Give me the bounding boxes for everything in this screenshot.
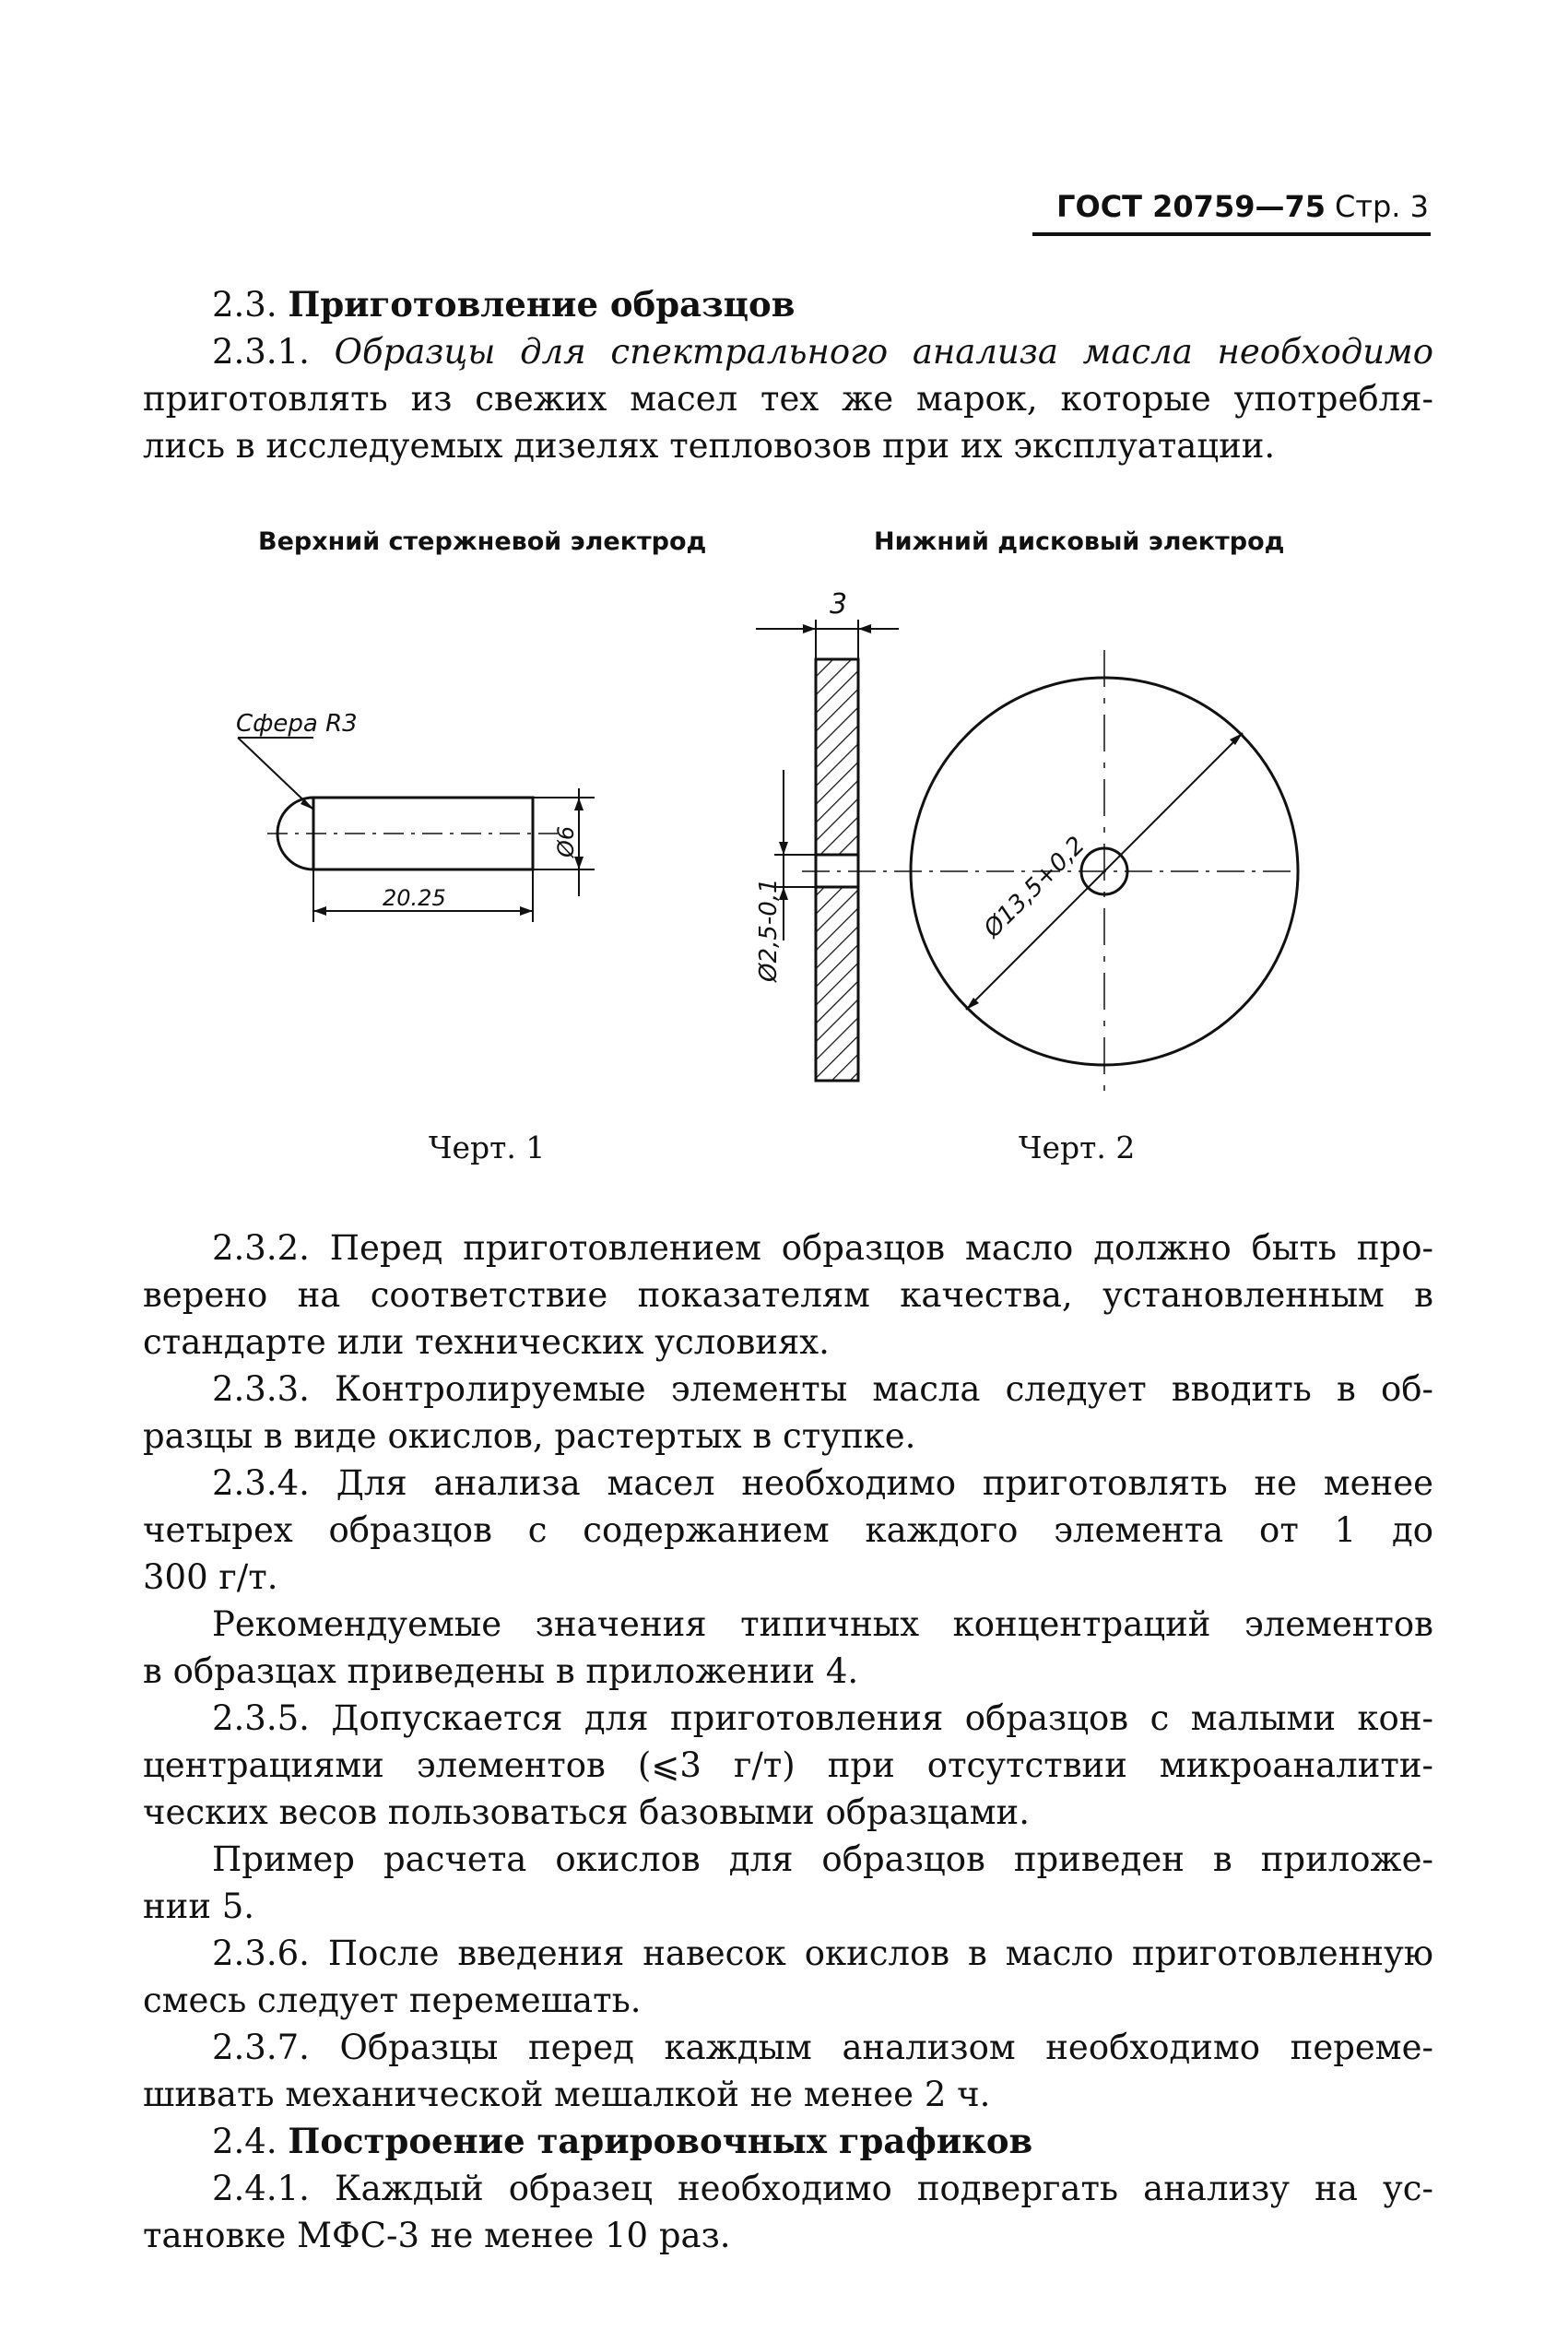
pex-line-2: нии 5. [143,1886,255,1926]
p241-line-2: тановке МФС-3 не менее 10 раз. [143,2216,731,2255]
section-2-3 [143,281,1433,469]
p234-line-1: 2.3.4. Для анализа масел необходимо приготовлять не менее [212,1463,1433,1503]
p233-line-1: 2.3.3. Контролируемые элементы масла следует вводить в об- [212,1369,1433,1409]
p231-line-3: лись в исследуемых дизелях тепловозов при их эксплуатации. [143,426,1276,466]
standard-code: ГОСТ 20759—75 [1056,189,1326,224]
fig2-drawing [737,572,1327,1097]
p233-line-2: разцы в виде окислов, растертых в ступке. [143,1416,916,1456]
p234-line-3: 300 г/т. [143,1557,278,1597]
p237-line-2: шивать механической мешалкой не менее 2 ч. [143,2075,991,2114]
page-header [1032,189,1429,224]
p236-line-1: 2.3.6. После введения навесок окислов в масло приготовленную [212,1934,1433,1973]
header-rule [1032,232,1431,236]
fig2-width-label: 3 [830,588,848,621]
chert-2: Черт. 2 [1019,1130,1136,1165]
p235-line-2: центрациями элементов (⩽3 г/т) при отсутствии микроаналити- [143,1745,1433,1785]
p235-line-1: 2.3.5. Допускается для приготовления образцов с малыми кон- [212,1698,1433,1738]
pex-line-1: Пример расчета окислов для образцов приведен в приложе- [212,1839,1433,1879]
section-2-4-title: Построение тарировочных графиков [288,2121,1033,2161]
chert-1: Черт. 1 [429,1130,546,1165]
fig2-disk-label: Ø13,5+0,2 [978,831,1091,943]
fig1-sphere-label: Сфера R3 [236,710,358,738]
page-number: Стр. 3 [1335,189,1429,224]
p232-line-1: 2.3.2. Перед приготовлением образцов масло должно быть про- [212,1228,1433,1268]
prec-line-2: в образцах приведены в приложении 4. [143,1651,859,1691]
section-2-4-heading: 2.4. Построение тарировочных графиков [212,2121,1033,2161]
p231-line-2: приготовлять из свежих масел тех же марок, которые употребля- [143,379,1433,419]
section-2-3-heading: 2.3. Приготовление образцов [212,284,796,325]
section-2-3-title: Приготовление образцов [288,284,796,325]
fig1-sphere-leader [238,738,313,810]
prec-line-1: Рекомендуемые значения типичных концентраций элементов [212,1604,1433,1644]
p235-line-3: ческих весов пользоваться базовыми образцами. [143,1792,1030,1832]
fig1-caption: Верхний стержневой электрод [258,527,707,556]
fig1-drawing [212,701,627,940]
fig1-diameter-label: Ø6 [553,825,579,857]
fig2-hole-label: Ø2,5-0,1 [755,878,783,982]
p234-line-2: четырех образцов с содержанием каждого элемента от 1 до [143,1510,1433,1550]
body-text [143,1224,1433,2259]
p241-line-1: 2.4.1. Каждый образец необходимо подвергать анализу на ус- [212,2169,1433,2208]
fig2-side-upper [816,659,858,855]
p232-line-3: стандарте или технических условиях. [143,1322,830,1362]
p232-line-2: верено на соответствие показателям качества, установленным в [143,1275,1433,1315]
fig2-caption: Нижний дисковый электрод [874,527,1285,556]
p237-line-1: 2.3.7. Образцы перед каждым анализом необходимо переме- [212,2028,1433,2067]
fig2-side-lower [816,887,858,1081]
p236-line-2: смесь следует перемешать. [143,1981,642,2020]
fig1-length-label: 20.25 [383,885,446,911]
p231-line-1: 2.3.1. Образцы для спектрального анализа масла необходимо [212,332,1433,372]
